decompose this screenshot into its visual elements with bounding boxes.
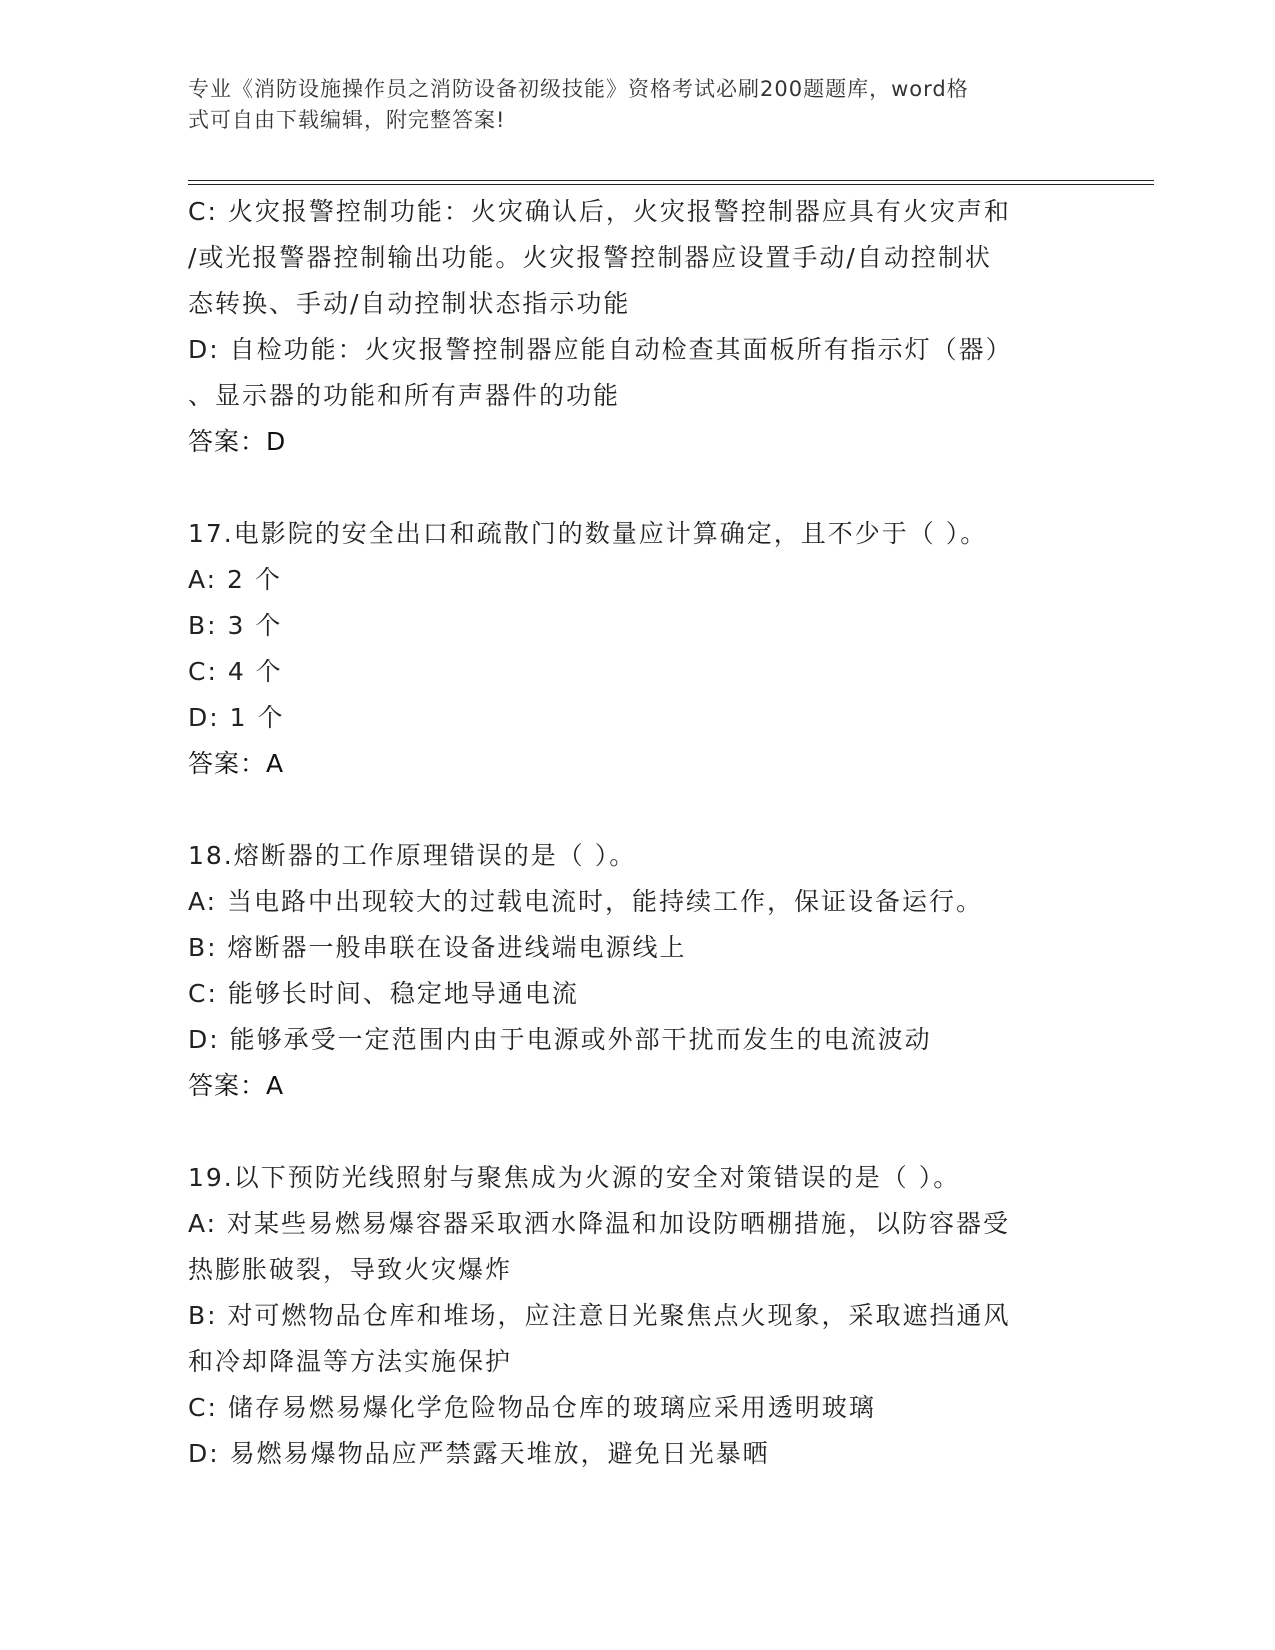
option-c-line: 态转换、手动/自动控制状态指示功能 [188, 289, 631, 318]
question-16-tail [188, 189, 1088, 465]
option-d: D: 能够承受一定范围内由于电源或外部干扰而发生的电流波动 [188, 1025, 932, 1054]
option-d-line: 、显示器的功能和所有声器件的功能 [188, 381, 621, 410]
header-line-2: 式可自由下载编辑，附完整答案! [188, 108, 506, 132]
spacer [188, 465, 1088, 511]
option-d: D: 1 个 [188, 703, 285, 732]
document-header [188, 74, 1068, 136]
header-line-1: 专业《消防设施操作员之消防设备初级技能》资格考试必刷200题题库，word格 [188, 77, 969, 101]
option-b: B: 3 个 [188, 611, 283, 640]
option-c-line: /或光报警器控制输出功能。火灾报警控制器应设置手动/自动控制状 [188, 243, 992, 272]
answer-text: 答案：D [188, 427, 287, 456]
answer-text: 答案：A [188, 749, 285, 778]
question-17 [188, 511, 1088, 787]
spacer [188, 787, 1088, 833]
question-stem: 17.电影院的安全出口和疏散门的数量应计算确定，且不少于（ ）。 [188, 519, 988, 548]
option-a-line: 热膨胀破裂，导致火灾爆炸 [188, 1255, 513, 1284]
option-b-line: 和冷却降温等方法实施保护 [188, 1347, 513, 1376]
option-d: D: 易燃易爆物品应严禁露天堆放，避免日光暴晒 [188, 1439, 770, 1468]
option-a-line: A: 对某些易燃易爆容器采取洒水降温和加设防晒棚措施，以防容器受 [188, 1209, 1011, 1238]
header-divider-bottom [188, 184, 1154, 185]
option-c: C: 4 个 [188, 657, 283, 686]
option-d-line: D: 自检功能：火灾报警控制器应能自动检查其面板所有指示灯（器） [188, 335, 1013, 364]
question-18 [188, 833, 1088, 1109]
option-a: A: 2 个 [188, 565, 282, 594]
option-c-line: C: 火灾报警控制功能：火灾确认后，火灾报警控制器应具有火灾声和 [188, 197, 1011, 226]
question-stem: 18.熔断器的工作原理错误的是（ ）。 [188, 841, 637, 870]
option-a: A: 当电路中出现较大的过载电流时，能持续工作，保证设备运行。 [188, 887, 984, 916]
option-c: C: 储存易燃易爆化学危险物品仓库的玻璃应采用透明玻璃 [188, 1393, 876, 1422]
option-b-line: B: 对可燃物品仓库和堆场，应注意日光聚焦点火现象，采取遮挡通风 [188, 1301, 1011, 1330]
spacer [188, 1109, 1088, 1155]
option-c: C: 能够长时间、稳定地导通电流 [188, 979, 579, 1008]
option-b: B: 熔断器一般串联在设备进线端电源线上 [188, 933, 687, 962]
question-stem: 19.以下预防光线照射与聚焦成为火源的安全对策错误的是（ ）。 [188, 1163, 961, 1192]
question-19 [188, 1155, 1088, 1477]
answer-text: 答案：A [188, 1071, 285, 1100]
question-content [188, 189, 1088, 1477]
header-divider-top [188, 180, 1154, 181]
